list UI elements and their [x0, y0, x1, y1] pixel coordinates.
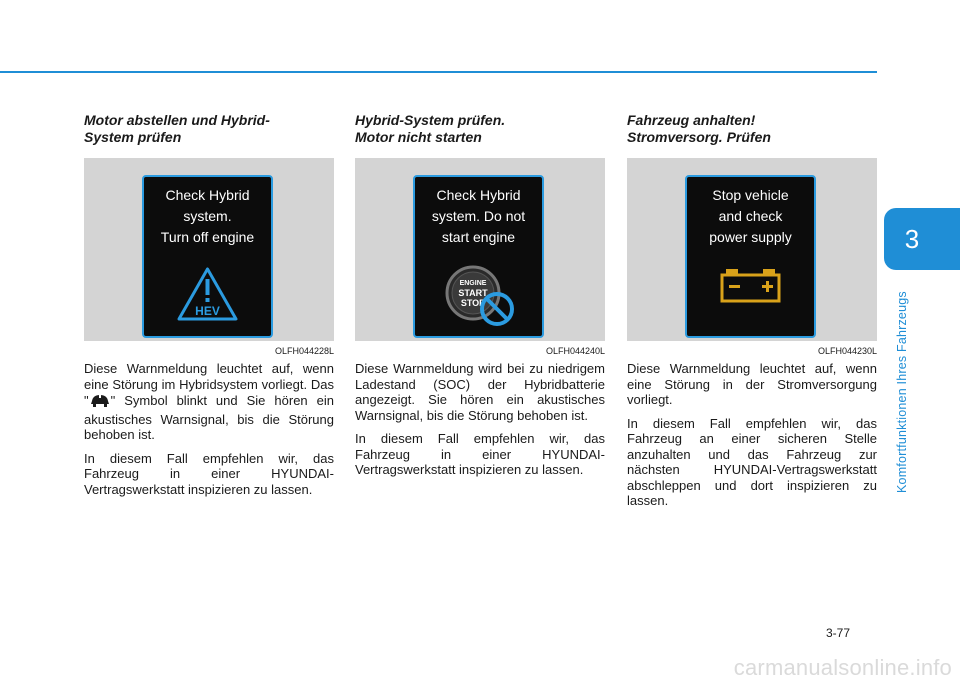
heading-line: Fahrzeug anhalten!	[627, 112, 756, 128]
cluster-display-figure	[84, 158, 334, 356]
heading-line: Motor nicht starten	[355, 129, 482, 145]
cluster-screen	[685, 175, 816, 338]
warning-message-line: Turn off engine	[160, 229, 255, 245]
hybrid-system-warning-icon	[89, 392, 111, 412]
paragraph-text: Diese Warnmeldung leuchtet auf, wenn eine Störung im Hybridsystem vorliegt. Das "	[84, 361, 334, 408]
figure-code: OLFH044228L	[274, 346, 334, 356]
engine-label: ENGINE	[459, 280, 487, 287]
chapter-number: 3	[904, 224, 920, 254]
warning-message-line: power supply	[709, 229, 792, 245]
start-label: START	[458, 288, 488, 298]
heading-line: Hybrid-System prüfen.	[355, 112, 506, 128]
section-heading	[627, 112, 877, 148]
section-heading	[84, 112, 334, 148]
watermark: carmanualsonline.info	[733, 655, 952, 680]
warning-message-line: system. Do not	[431, 208, 526, 224]
battery-icon	[687, 263, 814, 312]
engine-start-stop-prohibited-icon	[415, 261, 542, 336]
cluster-display-figure	[627, 158, 877, 356]
stop-label: STOP	[460, 298, 486, 308]
chapter-title: Komfortfunktionen Ihres Fahrzeugs	[895, 291, 909, 493]
section-hybrid-no-start	[355, 112, 605, 486]
section-body	[355, 361, 605, 478]
section-hybrid-check	[84, 112, 334, 505]
warning-message-line: start engine	[441, 229, 516, 245]
paragraph: Diese Warnmeldung leuchtet auf, wenn eine Störung in der Stromversorgung vorliegt.	[627, 361, 877, 407]
paragraph	[84, 361, 334, 443]
cluster-display-figure	[355, 158, 605, 356]
section-body	[627, 361, 877, 509]
section-power-supply	[627, 112, 877, 517]
paragraph: In diesem Fall empfehlen wir, das Fahrzeug in einer HYUNDAI-Vertragswerkstatt inspizieren zu lassen.	[84, 450, 334, 497]
hev-label: HEV	[195, 304, 220, 318]
section-body	[84, 361, 334, 497]
warning-message-line: and check	[718, 208, 783, 224]
heading-line: System prüfen	[84, 129, 182, 145]
cluster-screen	[142, 175, 273, 338]
hev-warning-triangle-icon	[144, 265, 271, 332]
warning-message	[415, 185, 542, 248]
figure-code: OLFH044230L	[817, 346, 877, 356]
paragraph: In diesem Fall empfehlen wir, das Fahrzeug an einer sicheren Stelle anzuhalten und das Fahrzeug zur nächsten HYUNDAI-Vertragswerkstatt abschleppen und dort inspizieren zu lassen.	[627, 415, 877, 508]
warning-message-line: Check Hybrid	[436, 187, 521, 203]
figure-code: OLFH044240L	[545, 346, 605, 356]
page-number: 3-77	[826, 626, 851, 640]
header-rule	[0, 71, 877, 73]
heading-line: Motor abstellen und Hybrid-	[84, 112, 270, 128]
heading-line: Stromversorg. Prüfen	[627, 129, 771, 145]
paragraph: In diesem Fall empfehlen wir, das Fahrzeug in einer HYUNDAI-Vertragswerkstatt inspizieren zu lassen.	[355, 431, 605, 477]
paragraph: Diese Warnmeldung wird bei zu niedrigem Ladestand (SOC) der Hybridbatterie angezeigt. Sie hören ein akustisches Warnsignal, bis die Störung behoben ist.	[355, 361, 605, 423]
warning-message-line: Stop vehicle	[712, 187, 789, 203]
chapter-tab	[884, 208, 960, 270]
warning-message-line: Check Hybrid	[165, 187, 250, 203]
section-heading	[355, 112, 605, 148]
warning-message	[144, 185, 271, 248]
warning-message	[687, 185, 814, 248]
warning-message-line: system.	[183, 208, 232, 224]
cluster-screen	[413, 175, 544, 338]
paragraph-text: " Symbol blinkt und Sie hören ein akustisches Warnsignal, bis die Störung behoben ist.	[84, 393, 334, 442]
